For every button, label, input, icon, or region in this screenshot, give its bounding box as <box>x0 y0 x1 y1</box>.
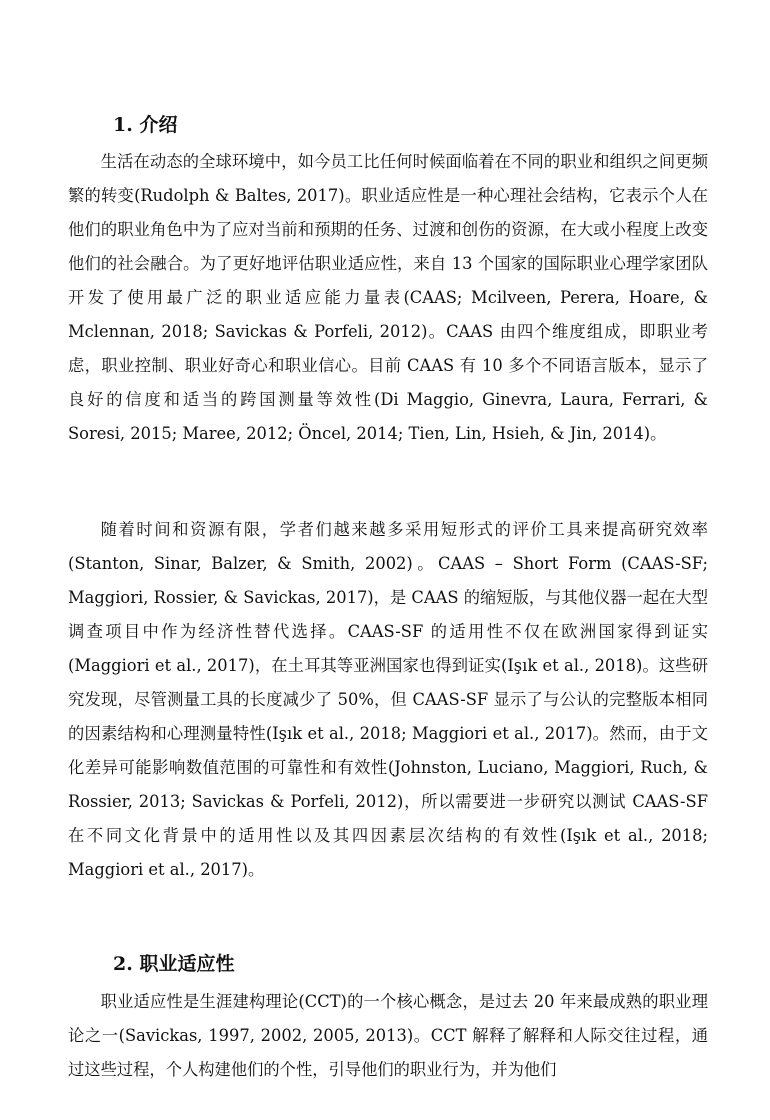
section-heading-career-adaptability: 2. 职业适应性 <box>113 953 235 975</box>
paragraph-career-adaptability-1: 职业适应性是生涯建构理论(CCT)的一个核心概念，是过去 20 年来最成熟的职业理论之一(Savickas, 1997, 2002, 2005, 2013)。CCT 解释了解释和人际交往过程，通过这些过程，个人构建他们的个性，引导他们的职业行为，并为他们 <box>68 992 708 1079</box>
paragraph-introduction-1: 生活在动态的全球环境中，如今员工比任何时候面临着在不同的职业和组织之间更频繁的转变(Rudolph & Baltes, 2017)。职业适应性是一种心理社会结构，它表示个人在他们的职业角色中为了应对当前和预期的任务、过渡和创伤的资源，在大或小程度上改变他们的社会融合。为了更好地评估职业适应性，来自 13 个国家的国际职业心理学家团队开发了使用最广泛的职业适应能力量表(CAAS; Mcilveen, Perera, Hoare, & Mclennan, 2018; Savickas & Porfeli, 2012)。CAAS 由四个维度组成，即职业考虑，职业控制、职业好奇心和职业信心。目前 CAAS 有 10 多个不同语言版本，显示了良好的信度和适当的跨国测量等效性(Di Maggio, Ginevra, Laura, Ferrari, & Soresi, 2015; Maree, 2012; Öncel, 2014; Tien, Lin, Hsieh, & Jin, 2014)。 <box>68 152 708 443</box>
paragraph-introduction-2: 随着时间和资源有限，学者们越来越多采用短形式的评价工具来提高研究效率 (Stanton, Sinar, Balzer, & Smith, 2002)。CAAS – Short Form (CAAS-SF; Maggiori, Rossier, & Savickas, 2017)，是 CAAS 的缩短版，与其他仪器一起在大型调查项目中作为经济性替代选择。CAAS-SF 的适用性不仅在欧洲国家得到证实(Maggiori et al., 2017)，在土耳其等亚洲国家也得到证实(Işık et al., 2018)。这些研究发现，尽管测量工具的长度减少了 50%，但 CAAS-SF 显示了与公认的完整版本相同的因素结构和心理测量特性(Işık et al., 2018; Maggiori et al., 2017)。然而，由于文化差异可能影响数值范围的可靠性和有效性(Johnston, Luciano, Maggiori, Ruch, & Rossier, 2013; Savickas & Porfeli, 2012)，所以需要进一步研究以测试 CAAS-SF 在不同文化背景中的适用性以及其四因素层次结构的有效性(Işık et al., 2018; Maggiori et al., 2017)。 <box>68 520 708 879</box>
section-heading-introduction: 1. 介绍 <box>113 114 178 136</box>
